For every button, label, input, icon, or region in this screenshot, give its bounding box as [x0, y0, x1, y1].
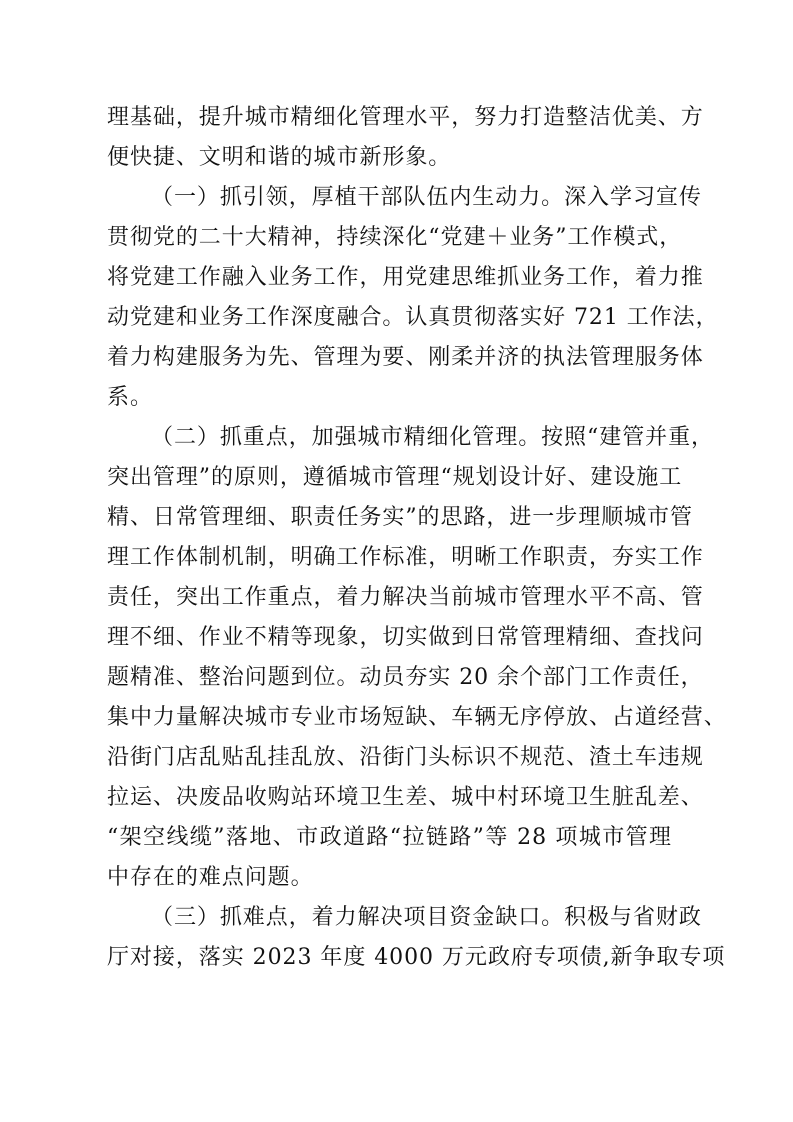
text-line: 贯彻党的二十大精神，持续深化“党建＋业务”工作模式，	[107, 225, 683, 250]
text-line: 中存在的难点问题。	[107, 865, 314, 890]
text-line: 将党建工作融入业务工作，用党建思维抓业务工作，着力推	[107, 265, 704, 290]
text-line: 动党建和业务工作深度融合。认真贯彻落实好 721 工作法，	[107, 305, 719, 330]
text-line: 沿街门店乱贴乱挂乱放、沿街门头标识不规范、渣土车违规	[107, 745, 704, 770]
body-text	[107, 98, 727, 978]
text-line: 厅对接，落实 2023 年度 4000 万元政府专项债,新争取专项	[107, 945, 726, 970]
text-line: 理工作体制机制，明确工作标准，明晰工作职责，夯实工作	[107, 545, 704, 570]
text-line: 理不细、作业不精等现象，切实做到日常管理精细、查找问	[107, 625, 704, 650]
text-line: 集中力量解决城市专业市场短缺、车辆无序停放、占道经营、	[107, 705, 727, 730]
paragraph-3-heading-line: （三）抓难点，着力解决项目资金缺口。积极与省财政	[151, 905, 702, 930]
text-line: 责任，突出工作重点，着力解决当前城市管理水平不高、管	[107, 585, 704, 610]
text-line: 系。	[107, 385, 153, 410]
text-line: 突出管理”的原则，遵循城市管理“规划设计好、建设施工	[107, 465, 683, 490]
paragraph-2-heading-line: （二）抓重点，加强城市精细化管理。按照“建管并重，	[151, 425, 714, 450]
text-line: 题精准、整治问题到位。动员夯实 20 余个部门工作责任，	[107, 665, 704, 690]
text-line: 拉运、决废品收购站环境卫生差、城中村环境卫生脏乱差、	[107, 785, 704, 810]
text-line: 精、日常管理细、职责任务实”的思路，进一步理顺城市管	[107, 505, 693, 530]
paragraph-1-heading-line: （一）抓引领，厚植干部队伍内生动力。深入学习宣传	[151, 185, 702, 210]
text-line: 便快捷、文明和谐的城市新形象。	[107, 145, 452, 170]
text-line: 着力构建服务为先、管理为要、刚柔并济的执法管理服务体	[107, 345, 704, 370]
text-line: 理基础，提升城市精细化管理水平，努力打造整洁优美、方	[107, 105, 704, 130]
text-line: “架空线缆”落地、市政道路“拉链路”等 28 项城市管理	[107, 825, 672, 850]
